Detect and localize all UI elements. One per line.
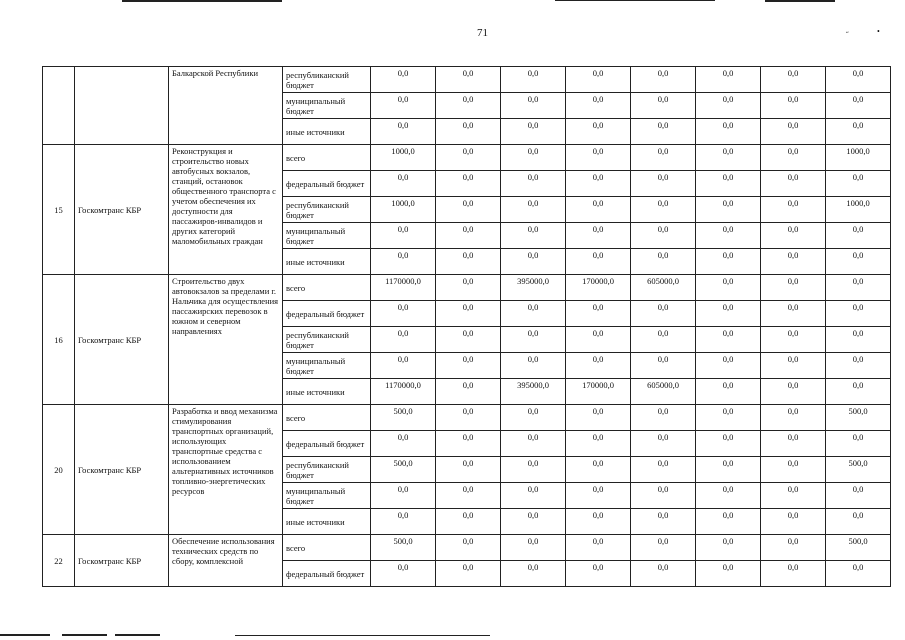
row-executor: Госкомтранс КБР [75,535,169,587]
value-cell: 0,0 [826,93,891,119]
value-cell: 0,0 [436,431,501,457]
value-cell: 0,0 [761,145,826,171]
value-cell: 0,0 [566,67,631,93]
value-cell: 0,0 [631,457,696,483]
funding-source: всего [283,275,371,301]
value-cell: 0,0 [436,327,501,353]
value-cell: 0,0 [631,67,696,93]
scan-top-rule [555,0,715,1]
value-cell: 0,0 [436,405,501,431]
row-executor [75,67,169,145]
value-cell: 500,0 [371,535,436,561]
row-executor: Госкомтранс КБР [75,145,169,275]
table-body [43,67,891,587]
value-cell: 0,0 [566,171,631,197]
scan-bottom-rule [235,635,490,636]
value-cell: 0,0 [501,119,566,145]
row-description: Обеспечение использования технических средств по сбору, комплексной [169,535,283,587]
value-cell: 0,0 [826,249,891,275]
scan-bottom-rule [62,634,107,636]
value-cell: 0,0 [761,509,826,535]
value-cell: 0,0 [761,379,826,405]
value-cell: 0,0 [826,431,891,457]
value-cell: 0,0 [436,509,501,535]
table-row [43,535,891,561]
value-cell: 0,0 [696,353,761,379]
value-cell: 0,0 [696,431,761,457]
value-cell: 0,0 [436,379,501,405]
value-cell: 500,0 [826,457,891,483]
row-description: Реконструкция и строительство новых автобусных вокзалов, станций, остановок общественного транспорта с учетом обеспечения их доступности для пассажиров-инвалидов и других категорий маломобильных граждан [169,145,283,275]
funding-source: всего [283,145,371,171]
scan-speck: • [877,27,880,36]
value-cell: 0,0 [566,145,631,171]
value-cell: 0,0 [631,301,696,327]
funding-source: всего [283,405,371,431]
value-cell: 0,0 [436,171,501,197]
funding-source: республиканский бюджет [283,197,371,223]
value-cell: 500,0 [371,457,436,483]
value-cell: 0,0 [826,509,891,535]
value-cell: 170000,0 [566,275,631,301]
scan-bottom-rule [115,634,160,636]
value-cell: 0,0 [631,483,696,509]
value-cell: 0,0 [826,379,891,405]
value-cell: 0,0 [826,483,891,509]
value-cell: 1000,0 [371,145,436,171]
value-cell: 0,0 [761,405,826,431]
row-description: Строительство двух автовокзалов за пределами г. Нальчика для осуществления пассажирских перевозок в южном и северном направлениях [169,275,283,405]
value-cell: 0,0 [566,327,631,353]
value-cell: 605000,0 [631,379,696,405]
value-cell: 0,0 [761,561,826,587]
value-cell: 0,0 [696,145,761,171]
value-cell: 0,0 [631,405,696,431]
row-number: 16 [43,275,75,405]
value-cell: 0,0 [631,327,696,353]
value-cell: 0,0 [761,431,826,457]
funding-source: республиканский бюджет [283,67,371,93]
value-cell: 0,0 [371,509,436,535]
value-cell: 1000,0 [371,197,436,223]
value-cell: 0,0 [696,535,761,561]
page-number: 71 [477,27,488,39]
value-cell: 0,0 [826,67,891,93]
value-cell: 0,0 [696,93,761,119]
value-cell: 0,0 [566,119,631,145]
value-cell: 0,0 [761,93,826,119]
value-cell: 0,0 [631,145,696,171]
value-cell: 0,0 [436,145,501,171]
funding-source: иные источники [283,119,371,145]
funding-source: федеральный бюджет [283,431,371,457]
value-cell: 605000,0 [631,275,696,301]
value-cell: 0,0 [631,223,696,249]
value-cell: 0,0 [696,223,761,249]
funding-source: республиканский бюджет [283,457,371,483]
value-cell: 0,0 [501,405,566,431]
value-cell: 0,0 [501,327,566,353]
value-cell: 0,0 [501,431,566,457]
value-cell: 0,0 [436,301,501,327]
row-executor: Госкомтранс КБР [75,405,169,535]
value-cell: 0,0 [501,93,566,119]
value-cell: 0,0 [696,197,761,223]
value-cell: 0,0 [436,119,501,145]
value-cell: 0,0 [501,509,566,535]
table-row [43,145,891,171]
funding-source: федеральный бюджет [283,171,371,197]
value-cell: 0,0 [826,223,891,249]
funding-source: муниципальный бюджет [283,93,371,119]
value-cell: 0,0 [761,249,826,275]
value-cell: 0,0 [826,353,891,379]
funding-source: муниципальный бюджет [283,353,371,379]
row-number: 15 [43,145,75,275]
value-cell: 0,0 [566,249,631,275]
value-cell: 0,0 [566,353,631,379]
value-cell: 0,0 [631,249,696,275]
funding-source: всего [283,535,371,561]
value-cell: 0,0 [631,93,696,119]
value-cell: 0,0 [371,223,436,249]
value-cell: 0,0 [696,67,761,93]
row-executor: Госкомтранс КБР [75,275,169,405]
value-cell: 0,0 [826,327,891,353]
value-cell: 500,0 [826,405,891,431]
value-cell: 0,0 [696,509,761,535]
value-cell: 1170000,0 [371,379,436,405]
value-cell: 0,0 [761,197,826,223]
funding-source: иные источники [283,249,371,275]
table-row [43,275,891,301]
row-description: Балкарской Республики [169,67,283,145]
value-cell: 0,0 [371,561,436,587]
value-cell: 0,0 [501,67,566,93]
value-cell: 0,0 [696,301,761,327]
value-cell: 0,0 [761,67,826,93]
value-cell: 0,0 [371,327,436,353]
scan-top-rule [122,0,282,2]
funding-source: иные источники [283,379,371,405]
value-cell: 0,0 [436,535,501,561]
value-cell: 0,0 [631,561,696,587]
value-cell: 0,0 [566,405,631,431]
value-cell: 0,0 [761,301,826,327]
row-number: 20 [43,405,75,535]
value-cell: 395000,0 [501,275,566,301]
value-cell: 0,0 [436,483,501,509]
value-cell: 0,0 [501,457,566,483]
value-cell: 0,0 [826,275,891,301]
value-cell: 0,0 [696,327,761,353]
value-cell: 0,0 [696,457,761,483]
table-row [43,405,891,431]
value-cell: 1000,0 [826,145,891,171]
value-cell: 0,0 [696,275,761,301]
value-cell: 0,0 [371,171,436,197]
value-cell: 0,0 [501,535,566,561]
value-cell: 0,0 [501,223,566,249]
value-cell: 0,0 [436,67,501,93]
value-cell: 0,0 [566,457,631,483]
value-cell: 0,0 [501,353,566,379]
value-cell: 0,0 [761,275,826,301]
value-cell: 0,0 [566,509,631,535]
value-cell: 0,0 [761,535,826,561]
value-cell: 0,0 [501,561,566,587]
value-cell: 0,0 [696,171,761,197]
value-cell: 0,0 [501,301,566,327]
value-cell: 0,0 [566,561,631,587]
scan-bottom-rule [0,634,50,636]
value-cell: 0,0 [631,119,696,145]
value-cell: 170000,0 [566,379,631,405]
value-cell: 0,0 [501,249,566,275]
value-cell: 0,0 [436,249,501,275]
value-cell: 500,0 [826,535,891,561]
value-cell: 0,0 [631,171,696,197]
funding-source: муниципальный бюджет [283,483,371,509]
value-cell: 0,0 [631,197,696,223]
value-cell: 0,0 [761,483,826,509]
value-cell: 0,0 [761,353,826,379]
scan-top-rule [765,0,835,2]
row-number [43,67,75,145]
value-cell: 0,0 [371,119,436,145]
value-cell: 0,0 [566,431,631,457]
value-cell: 0,0 [436,275,501,301]
value-cell: 0,0 [436,561,501,587]
value-cell: 0,0 [371,483,436,509]
value-cell: 0,0 [501,483,566,509]
value-cell: 0,0 [371,431,436,457]
value-cell: 0,0 [631,509,696,535]
value-cell: 0,0 [566,93,631,119]
value-cell: 0,0 [566,483,631,509]
table-row [43,67,891,93]
value-cell: 0,0 [696,405,761,431]
scan-speck: ˶ [846,27,849,36]
budget-table [42,66,891,587]
value-cell: 0,0 [761,171,826,197]
funding-source: республиканский бюджет [283,327,371,353]
value-cell: 0,0 [696,379,761,405]
value-cell: 0,0 [436,93,501,119]
value-cell: 0,0 [826,119,891,145]
value-cell: 0,0 [371,67,436,93]
value-cell: 0,0 [436,197,501,223]
value-cell: 0,0 [696,119,761,145]
value-cell: 0,0 [436,353,501,379]
value-cell: 0,0 [631,431,696,457]
value-cell: 0,0 [696,483,761,509]
row-description: Разработка и ввод механизма стимулирования транспортных организаций, использующих транспортные средства с использованием альтернативных источников топливно-энергетических ресурсов [169,405,283,535]
value-cell: 1170000,0 [371,275,436,301]
funding-source: муниципальный бюджет [283,223,371,249]
value-cell: 0,0 [436,223,501,249]
value-cell: 0,0 [566,223,631,249]
value-cell: 0,0 [761,119,826,145]
funding-source: федеральный бюджет [283,301,371,327]
value-cell: 0,0 [371,301,436,327]
value-cell: 500,0 [371,405,436,431]
value-cell: 0,0 [761,457,826,483]
value-cell: 1000,0 [826,197,891,223]
value-cell: 0,0 [371,353,436,379]
funding-source: федеральный бюджет [283,561,371,587]
value-cell: 0,0 [566,301,631,327]
value-cell: 0,0 [826,171,891,197]
value-cell: 0,0 [371,93,436,119]
value-cell: 0,0 [761,223,826,249]
row-number: 22 [43,535,75,587]
funding-source: иные источники [283,509,371,535]
value-cell: 0,0 [371,249,436,275]
value-cell: 0,0 [566,535,631,561]
value-cell: 0,0 [566,197,631,223]
value-cell: 0,0 [501,145,566,171]
value-cell: 0,0 [826,561,891,587]
value-cell: 395000,0 [501,379,566,405]
value-cell: 0,0 [696,561,761,587]
value-cell: 0,0 [696,249,761,275]
value-cell: 0,0 [501,171,566,197]
value-cell: 0,0 [761,327,826,353]
value-cell: 0,0 [826,301,891,327]
value-cell: 0,0 [631,535,696,561]
value-cell: 0,0 [501,197,566,223]
value-cell: 0,0 [631,353,696,379]
value-cell: 0,0 [436,457,501,483]
